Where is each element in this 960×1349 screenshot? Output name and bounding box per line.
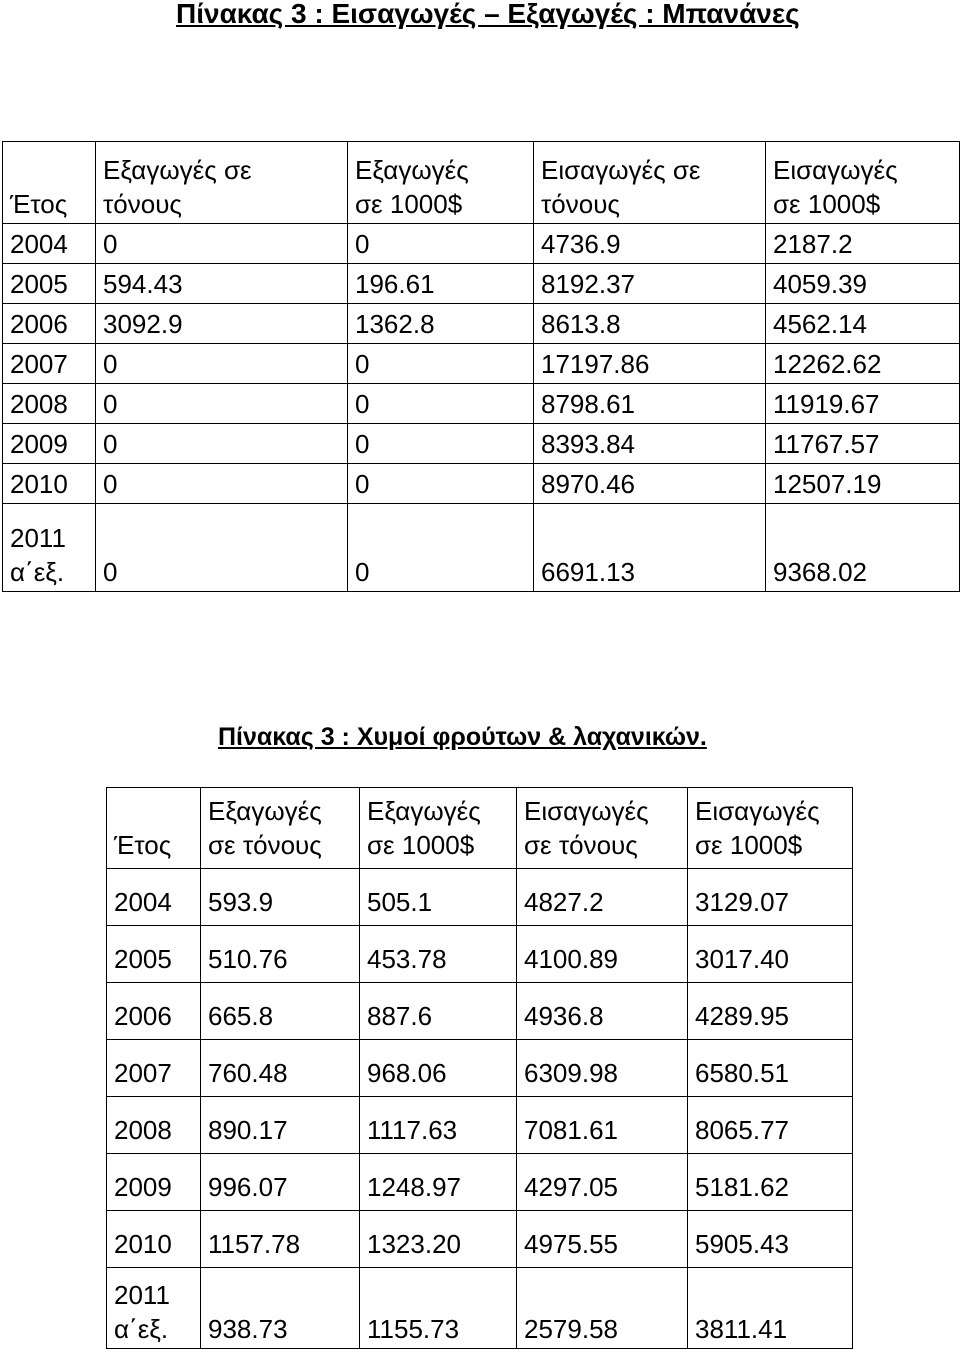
year-cell <box>3 304 96 344</box>
value-cell <box>766 304 960 344</box>
cell-text: 4297.05 <box>524 1172 618 1202</box>
value-cell <box>688 1268 853 1349</box>
cell-text: 1248.97 <box>367 1172 461 1202</box>
cell-text: 0 <box>355 349 370 379</box>
cell-text: 17197.86 <box>541 349 650 379</box>
cell-text: 12262.62 <box>773 349 882 379</box>
cell-text: 5905.43 <box>695 1229 789 1259</box>
value-cell <box>766 224 960 264</box>
cell-text: 9368.02 <box>773 557 867 587</box>
juices-header-line: σε τόνους <box>208 830 322 860</box>
cell-text: 2009 <box>114 1172 172 1202</box>
cell-text: 8065.77 <box>695 1115 789 1145</box>
year-cell <box>3 384 96 424</box>
bananas-header-cell <box>96 142 348 224</box>
value-cell <box>96 224 348 264</box>
cell-text: 3017.40 <box>695 944 789 974</box>
table-row <box>107 869 853 926</box>
cell-text: 2004 <box>10 229 68 259</box>
value-cell <box>534 224 766 264</box>
cell-text: 2579.58 <box>524 1314 618 1344</box>
value-cell <box>517 983 688 1040</box>
juices-header-line: σε 1000$ <box>695 830 803 860</box>
cell-text: 2008 <box>114 1115 172 1145</box>
bananas-header-row <box>3 142 960 224</box>
value-cell <box>517 1211 688 1268</box>
value-cell <box>201 926 360 983</box>
cell-text: 6309.98 <box>524 1058 618 1088</box>
value-cell <box>517 1040 688 1097</box>
value-cell <box>766 464 960 504</box>
value-cell <box>517 926 688 983</box>
juices-header-line: σε τόνους <box>524 830 638 860</box>
bananas-table-title: Πίνακας 3 : Εισαγωγές – Εξαγωγές : Μπανάνες <box>176 0 800 29</box>
year-cell <box>3 424 96 464</box>
cell-text: 1117.63 <box>367 1115 458 1145</box>
value-cell <box>96 304 348 344</box>
cell-text: 8393.84 <box>541 429 635 459</box>
cell-text: 0 <box>355 557 370 587</box>
table-row <box>3 224 960 264</box>
value-cell <box>517 869 688 926</box>
bananas-header-cell <box>534 142 766 224</box>
cell-text: 453.78 <box>367 944 447 974</box>
table-row <box>107 1040 853 1097</box>
value-cell <box>201 983 360 1040</box>
value-cell <box>360 983 517 1040</box>
value-cell <box>348 464 534 504</box>
cell-text: 890.17 <box>208 1115 288 1145</box>
cell-text: 510.76 <box>208 944 288 974</box>
value-cell <box>766 504 960 592</box>
value-cell <box>360 926 517 983</box>
value-cell <box>534 344 766 384</box>
cell-text: 594.43 <box>103 269 183 299</box>
value-cell <box>96 264 348 304</box>
cell-text: α΄εξ. <box>10 557 65 587</box>
year-cell <box>3 504 96 592</box>
cell-text: 2011 <box>114 1280 170 1310</box>
cell-text: 8192.37 <box>541 269 635 299</box>
bananas-header-line: τόνους <box>541 189 620 219</box>
table-row <box>107 1211 853 1268</box>
value-cell <box>534 424 766 464</box>
juices-header-cell <box>107 788 201 869</box>
cell-text: α΄εξ. <box>114 1314 169 1344</box>
cell-text: 4736.9 <box>541 229 621 259</box>
juices-header-line: Έτος <box>114 830 172 860</box>
juices-header-cell <box>360 788 517 869</box>
value-cell <box>360 1154 517 1211</box>
table-row <box>3 344 960 384</box>
year-cell <box>107 1097 201 1154</box>
value-cell <box>360 1268 517 1349</box>
value-cell <box>766 384 960 424</box>
cell-text: 196.61 <box>355 269 435 299</box>
cell-text: 8798.61 <box>541 389 635 419</box>
value-cell <box>688 983 853 1040</box>
bananas-header-cell <box>348 142 534 224</box>
juices-header-cell <box>517 788 688 869</box>
cell-text: 593.9 <box>208 887 274 917</box>
cell-text: 4827.2 <box>524 887 604 917</box>
year-cell <box>107 1040 201 1097</box>
cell-text: 8970.46 <box>541 469 635 499</box>
cell-text: 12507.19 <box>773 469 882 499</box>
bananas-header-cell <box>3 142 96 224</box>
cell-text: 2008 <box>10 389 68 419</box>
value-cell <box>766 264 960 304</box>
cell-text: 1362.8 <box>355 309 435 339</box>
juices-trade-table <box>106 787 853 1349</box>
table-row <box>107 1154 853 1211</box>
cell-text: 5181.62 <box>695 1172 789 1202</box>
value-cell <box>360 1097 517 1154</box>
cell-text: 3092.9 <box>103 309 183 339</box>
cell-text: 6691.13 <box>541 557 635 587</box>
cell-text: 1155.73 <box>367 1314 460 1344</box>
value-cell <box>201 1211 360 1268</box>
value-cell <box>96 424 348 464</box>
cell-text: 0 <box>355 229 370 259</box>
cell-text: 3811.41 <box>695 1314 788 1344</box>
cell-text: 0 <box>103 349 118 379</box>
table-row <box>3 504 960 592</box>
value-cell <box>766 424 960 464</box>
value-cell <box>534 264 766 304</box>
table-row <box>107 1097 853 1154</box>
cell-text: 4975.55 <box>524 1229 618 1259</box>
table-row <box>107 926 853 983</box>
cell-text: 4289.95 <box>695 1001 789 1031</box>
cell-text: 0 <box>103 557 118 587</box>
cell-text: 4100.89 <box>524 944 618 974</box>
bananas-header-line: Εισαγωγές <box>773 155 898 185</box>
value-cell <box>766 344 960 384</box>
table-row <box>107 1268 853 1349</box>
value-cell <box>517 1097 688 1154</box>
bananas-header-line: σε 1000$ <box>355 189 463 219</box>
cell-text: 887.6 <box>367 1001 433 1031</box>
cell-text: 996.07 <box>208 1172 288 1202</box>
juices-header-line: σε 1000$ <box>367 830 475 860</box>
table-row <box>3 424 960 464</box>
value-cell <box>360 1040 517 1097</box>
bananas-trade-table <box>2 141 960 592</box>
cell-text: 4562.14 <box>773 309 867 339</box>
value-cell <box>348 304 534 344</box>
value-cell <box>688 1040 853 1097</box>
cell-text: 2004 <box>114 887 172 917</box>
juices-header-line: Εισαγωγές <box>695 796 820 826</box>
cell-text: 2005 <box>114 944 172 974</box>
cell-text: 0 <box>103 229 118 259</box>
bananas-header-line: Εισαγωγές σε <box>541 155 701 185</box>
cell-text: 0 <box>355 429 370 459</box>
cell-text: 505.1 <box>367 887 433 917</box>
year-cell <box>3 344 96 384</box>
value-cell <box>688 869 853 926</box>
year-cell <box>3 464 96 504</box>
table-row <box>3 264 960 304</box>
juices-table-title: Πίνακας 3 : Χυμοί φρούτων & λαχανικών. <box>218 723 707 751</box>
cell-text: 8613.8 <box>541 309 621 339</box>
table-row <box>3 304 960 344</box>
cell-text: 2010 <box>114 1229 172 1259</box>
year-cell <box>107 869 201 926</box>
value-cell <box>96 344 348 384</box>
value-cell <box>201 1268 360 1349</box>
value-cell <box>688 926 853 983</box>
value-cell <box>348 344 534 384</box>
bananas-header-line: Έτος <box>10 189 68 219</box>
value-cell <box>348 224 534 264</box>
year-cell <box>107 1268 201 1349</box>
bananas-header-line: τόνους <box>103 189 182 219</box>
value-cell <box>360 1211 517 1268</box>
cell-text: 7081.61 <box>524 1115 618 1145</box>
cell-text: 2187.2 <box>773 229 853 259</box>
table-row <box>107 983 853 1040</box>
value-cell <box>201 1154 360 1211</box>
cell-text: 0 <box>355 469 370 499</box>
value-cell <box>688 1097 853 1154</box>
bananas-header-line: σε 1000$ <box>773 189 881 219</box>
cell-text: 0 <box>103 469 118 499</box>
cell-text: 6580.51 <box>695 1058 789 1088</box>
cell-text: 11919.67 <box>773 389 880 419</box>
cell-text: 2009 <box>10 429 68 459</box>
table-row <box>3 464 960 504</box>
cell-text: 760.48 <box>208 1058 288 1088</box>
value-cell <box>201 1040 360 1097</box>
cell-text: 11767.57 <box>773 429 880 459</box>
cell-text: 1157.78 <box>208 1229 301 1259</box>
table-row <box>3 384 960 424</box>
bananas-header-cell <box>766 142 960 224</box>
value-cell <box>96 504 348 592</box>
value-cell <box>534 304 766 344</box>
juices-header-line: Εισαγωγές <box>524 796 649 826</box>
cell-text: 2006 <box>10 309 68 339</box>
value-cell <box>96 464 348 504</box>
value-cell <box>517 1268 688 1349</box>
bananas-header-line: Εξαγωγές <box>355 155 469 185</box>
year-cell <box>107 1154 201 1211</box>
cell-text: 2006 <box>114 1001 172 1031</box>
juices-header-cell <box>201 788 360 869</box>
cell-text: 3129.07 <box>695 887 789 917</box>
cell-text: 0 <box>355 389 370 419</box>
value-cell <box>201 1097 360 1154</box>
cell-text: 665.8 <box>208 1001 274 1031</box>
cell-text: 2005 <box>10 269 68 299</box>
juices-header-row <box>107 788 853 869</box>
juices-header-cell <box>688 788 853 869</box>
cell-text: 938.73 <box>208 1314 288 1344</box>
value-cell <box>360 869 517 926</box>
cell-text: 968.06 <box>367 1058 447 1088</box>
juices-header-line: Εξαγωγές <box>367 796 481 826</box>
juices-header-line: Εξαγωγές <box>208 796 322 826</box>
year-cell <box>3 264 96 304</box>
cell-text: 2007 <box>114 1058 172 1088</box>
bananas-header-line: Εξαγωγές σε <box>103 155 252 185</box>
value-cell <box>348 504 534 592</box>
value-cell <box>534 504 766 592</box>
value-cell <box>348 384 534 424</box>
cell-text: 2011 <box>10 523 66 553</box>
cell-text: 0 <box>103 389 118 419</box>
value-cell <box>534 464 766 504</box>
cell-text: 0 <box>103 429 118 459</box>
year-cell <box>107 1211 201 1268</box>
value-cell <box>534 384 766 424</box>
cell-text: 2007 <box>10 349 68 379</box>
value-cell <box>688 1154 853 1211</box>
value-cell <box>348 264 534 304</box>
value-cell <box>688 1211 853 1268</box>
value-cell <box>96 384 348 424</box>
value-cell <box>201 869 360 926</box>
year-cell <box>3 224 96 264</box>
cell-text: 4936.8 <box>524 1001 604 1031</box>
year-cell <box>107 983 201 1040</box>
cell-text: 2010 <box>10 469 68 499</box>
cell-text: 1323.20 <box>367 1229 461 1259</box>
value-cell <box>517 1154 688 1211</box>
value-cell <box>348 424 534 464</box>
year-cell <box>107 926 201 983</box>
cell-text: 4059.39 <box>773 269 867 299</box>
